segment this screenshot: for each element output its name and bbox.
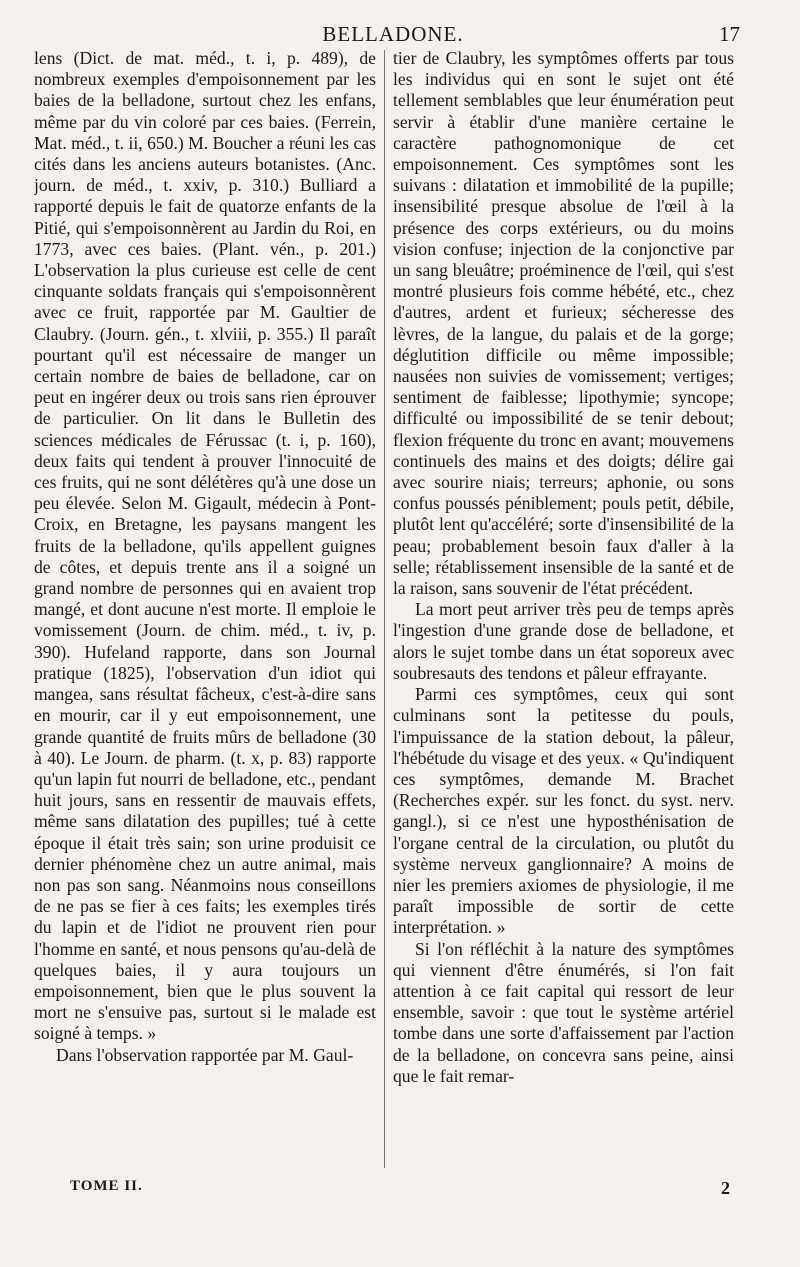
column-divider	[384, 50, 385, 1168]
gathering-signature: 2	[721, 1178, 730, 1198]
volume-signature: TOME II.	[70, 1178, 143, 1194]
paragraph: lens (Dict. de mat. méd., t. i, p. 489), de nombreux exemples d'empoisonnement par les baies de la belladone, surtout chez les enfans, même par du vin coloré par ces baies. (Ferrein, Mat. méd., t. ii, 650.) M. Boucher a réuni les cas cités dans les anciens auteurs botanistes. (Anc. journ. de méd., t. xxiv, p. 310.) Bulliard a rapporté depuis le fait de quatorze enfants de la Pitié, qui s'empoisonnèrent au Jardin du Roi, en 1773, avec ces baies. (Plant. vén., p. 201.) L'observation la plus curieuse est celle de cent cinquante soldats français qui s'empoisonnèrent avec ce fruit, rapportée par M. Gaultier de Claubry. (Journ. gén., t. xlviii, p. 355.) Il paraît pourtant qu'il est nécessaire de manger un certain nombre de baies de belladone, car on peut en ingérer deux ou trois sans rien éprouver de particulier. On lit dans le Bulletin des sciences médicales de Férussac (t. i, p. 160), deux faits qui tendent à prouver l'innocuité de ces fruits, qui ne sont délétères qu'à une dose un peu élevée. Selon M. Gigault, médecin à Pont-Croix, en Bretagne, les paysans mangent les fruits de la belladone, qu'ils appellent guignes de côtes, et depuis trente ans il a soigné un grand nombre de personnes qui en avaient trop mangé, et dont aucune n'est morte. Il emploie le vomissement (Journ. de chim. méd., t. iv, p. 390). Hufeland rapporte, dans son Journal pratique (1825), l'observation d'un idiot qui mangea, sans résultat fâcheux, c'est-à-dire sans en mourir, car il y eut empoisonnement, une grande quantité de fruits mûrs de belladone (30 à 40). Le Journ. de pharm. (t. x, p. 83) rapporte qu'un lapin fut nourri de belladone, etc., pendant huit jours, sans en ressentir de mauvais effets, même sans dilatation des pupilles; tué à cette époque il était très sain; son urine produisit ce dernier phénomène chez un autre animal, mais non pas son sang. Néanmoins nous conseillons de ne pas se fier à ces faits; les exemples tirés du lapin et de l'idiot ne prouvent rien pour l'homme en santé, et nous pensons qu'au-delà de quelques baies, il y aura toujours un empoisonnement, bien que le plus souvent la mort ne s'ensuive pas, surtout si le malade est soigné à temps. »	[34, 48, 376, 1044]
paragraph: La mort peut arriver très peu de temps après l'ingestion d'une grande dose de belladone, et alors le sujet tombe dans un état soporeux avec soubresauts des tendons et pâleur effrayante.	[393, 599, 734, 683]
right-column	[393, 48, 734, 1173]
running-header	[46, 22, 740, 48]
paragraph: Parmi ces symptômes, ceux qui sont culminans sont la petitesse du pouls, l'impuissance de la station debout, la pâleur, l'hébétude du visage et des yeux. « Qu'indiquent ces symptômes, demande M. Brachet (Recherches expér. sur les fonct. du syst. nerv. gangl.), si ce n'est une hyposthénisation de l'organe central de la circulation, ou plutôt du système nerveux ganglionnaire? A moins de nier les premiers axiomes de physiologie, il me paraît impossible de sortir de cette interprétation. »	[393, 684, 734, 938]
left-column	[34, 48, 376, 1173]
paragraph: Dans l'observation rapportée par M. Gaul-	[56, 1044, 354, 1065]
page-number: 17	[719, 22, 740, 46]
paragraph: tier de Claubry, les symptômes offerts par tous les individus qui en sont le sujet ont été tellement semblables que leur énumération peut servir à établir d'une manière certaine le caractère pathognomonique de cet empoisonnement. Ces symptômes sont les suivans : dilatation et immobilité de la pupille; insensibilité presque absolue de l'œil à la présence des corps extérieurs, ou du moins vision confuse; injection de la conjonctive par un sang bleuâtre; proéminence de l'œil, qui s'est montré plusieurs fois comme hébété, etc., chez d'autres, ardent et furieux; sécheresse des lèvres, de la langue, du palais et de la gorge; déglutition difficile ou même impossible; nausées non suivies de vomissement; vertiges; sentiment de faiblesse; lipothymie; syncope; difficulté ou impossibilité de se tenir debout; flexion fréquente du tronc en avant; mouvemens continuels des mains et des doigts; délire gai avec sourire niais; terreurs; aphonie, ou sons confus poussés péniblement; pouls petit, débile, plutôt lent qu'accéléré; sorte d'insensibilité de la peau; probablement besoin faux d'aller à la selle; rétablissement insensible de la santé et de la raison, sans souvenir de l'état précédent.	[393, 48, 734, 599]
page-footer	[70, 1178, 730, 1202]
running-title: BELLADONE.	[322, 22, 464, 46]
paragraph: Si l'on réfléchit à la nature des symptômes qui viennent d'être énumérés, si l'on fait attention à ce fait capital qui ressort de leur ensemble, savoir : que tout le système artériel tombe dans une sorte d'affaissement par l'action de la belladone, on concevra sans peine, ainsi que le fait remar-	[393, 938, 734, 1086]
